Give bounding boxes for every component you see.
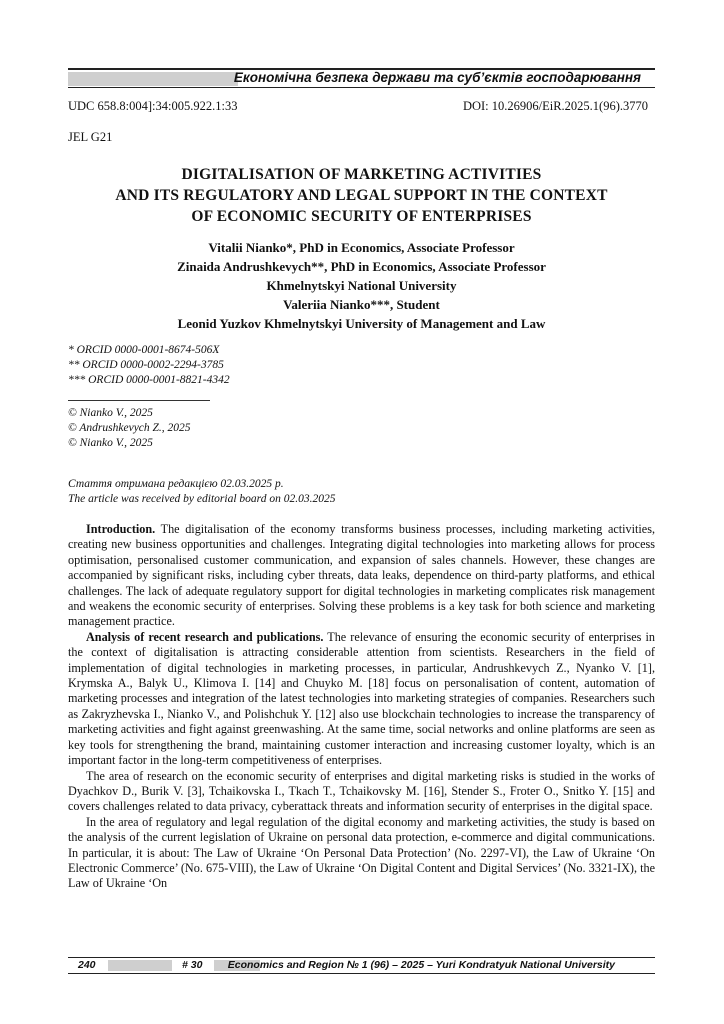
copyright-item: © Andrushkevych Z., 2025 [68, 422, 191, 434]
orcid-item: ** ORCID 0000-0002-2294-3785 [68, 359, 224, 371]
journal-name: Economics and Region № 1 (96) – 2025 – Yuri Kondratyuk National University [227, 959, 615, 971]
issue-number: # 30 [182, 959, 203, 971]
paragraph-security-research: The area of research on the economic security of enterprises and digital marketing risks is studied in the works of Dyachkov D., Burik V. [3], Tchaikovska I., Tkach T., Tchaikovsky M. [16], Stender S., Froter O., Snitko Y. [15] and covers challenges related to data privacy, cyberattack threats and information security of enterprises in the digital space. [68, 768, 655, 814]
title-line: AND ITS REGULATORY AND LEGAL SUPPORT IN THE CONTEXT [115, 187, 608, 204]
page-number: 240 [78, 959, 96, 971]
title-line: OF ECONOMIC SECURITY OF ENTERPRISES [191, 208, 532, 225]
affiliation-line: Leonid Yuzkov Khmelnytskyi University of Management and Law [177, 316, 546, 331]
running-footer [68, 957, 655, 974]
author-line: Vitalii Nianko*, PhD in Economics, Associate Professor [208, 240, 515, 255]
running-header [68, 68, 655, 90]
footer-top-rule [68, 957, 655, 958]
orcid-item: * ORCID 0000-0001-8674-506X [68, 344, 220, 356]
author-line: Valeriia Nianko***, Student [283, 297, 440, 312]
orcid-list [68, 343, 230, 388]
header-bottom-rule [68, 87, 655, 88]
paragraph-legal-regulation: In the area of regulatory and legal regulation of the digital economy and marketing activities, the study is based on the analysis of the current legislation of Ukraine on personal data protection, e-commerce and digital communications. In particular, it is about: The Law of Ukraine ‘On Personal Data Protection’ (No. 2297-VI), the Law of Ukraine ‘On Electronic Commerce’ (No. 675-VIII), the Law of Ukraine ‘On Digital Content and Digital Services’ (No. 3321-IX), the Law of Ukraine ‘On [68, 814, 655, 891]
udc-code: UDC 658.8:004]:34:005.922.1:33 [68, 99, 238, 113]
paragraph-analysis [68, 630, 655, 769]
article-title [68, 164, 655, 227]
received-english: The article was received by editorial board on 02.03.2025 [68, 493, 336, 505]
article-body [68, 522, 655, 892]
orcid-item: *** ORCID 0000-0001-8821-4342 [68, 374, 230, 386]
author-line: Zinaida Andrushkevych**, PhD in Economics, Associate Professor [177, 259, 546, 274]
paragraph-text: The relevance of ensuring the economic security of enterprises in the context of digitalisation is attracting considerable attention from scientists. Researchers in the field of implementation of digital technologies in marketing processes, in particular, Andrushkevych Z., Nyanko V. [1], Krymska A., Balyk U., Klimova I. [14] and Chuyko M. [18] focus on personalisation of content, automation of marketing processes and integration of the latest technologies into marketing strategies of companies. Researchers such as Zakryzhevska I., Nianko V., and Polishchuk Y. [12] also use blockchain technologies to increase the transparency of marketing activities and fight against greenwashing. At the same time, social networks and online platforms are seen as key tools for strengthening the brand, maintaining customer interaction and increasing customer loyalty, which is an important factor in the long-term competitiveness of enterprises. [68, 629, 655, 768]
copyright-list [68, 406, 191, 451]
affiliation-line: Khmelnytskyi National University [266, 278, 457, 293]
paragraph-text: The digitalisation of the economy transforms business processes, including marketing activities, creating new business opportunities and challenges. Integrating digital technologies into marketing allows for process optimisation, personalised customer communication, and expansion of sales channels. However, these changes are accompanied by significant risks, including cyber threats, data leaks, dependence on third-party platforms, and ethical challenges. The lack of adequate regulatory support for digital technologies in marketing complicates risk management and weakens the economic security of enterprises. Solving these problems is a key task for both science and marketing management practice. [68, 522, 655, 629]
section-heading: Analysis of recent research and publications. [86, 629, 324, 644]
paragraph-introduction [68, 522, 655, 630]
journal-section-title: Економічна безпека держави та суб’єктів господарювання [233, 70, 641, 85]
separator-rule [68, 400, 210, 401]
author-block [68, 238, 655, 333]
copyright-item: © Nianko V., 2025 [68, 407, 153, 419]
title-line: DIGITALISATION OF MARKETING ACTIVITIES [181, 166, 542, 183]
doi: DOI: 10.26906/EiR.2025.1(96).3770 [462, 99, 648, 113]
identifier-row [68, 99, 655, 114]
received-ukrainian: Стаття отримана редакцією 02.03.2025 р. [68, 478, 284, 490]
footer-bottom-rule [68, 973, 655, 974]
copyright-item: © Nianko V., 2025 [68, 437, 153, 449]
footer-gray-block [108, 960, 172, 971]
received-note [68, 477, 335, 507]
section-heading: Introduction. [86, 522, 156, 536]
jel-code: JEL G21 [68, 130, 113, 144]
header-gray-block [68, 72, 238, 86]
